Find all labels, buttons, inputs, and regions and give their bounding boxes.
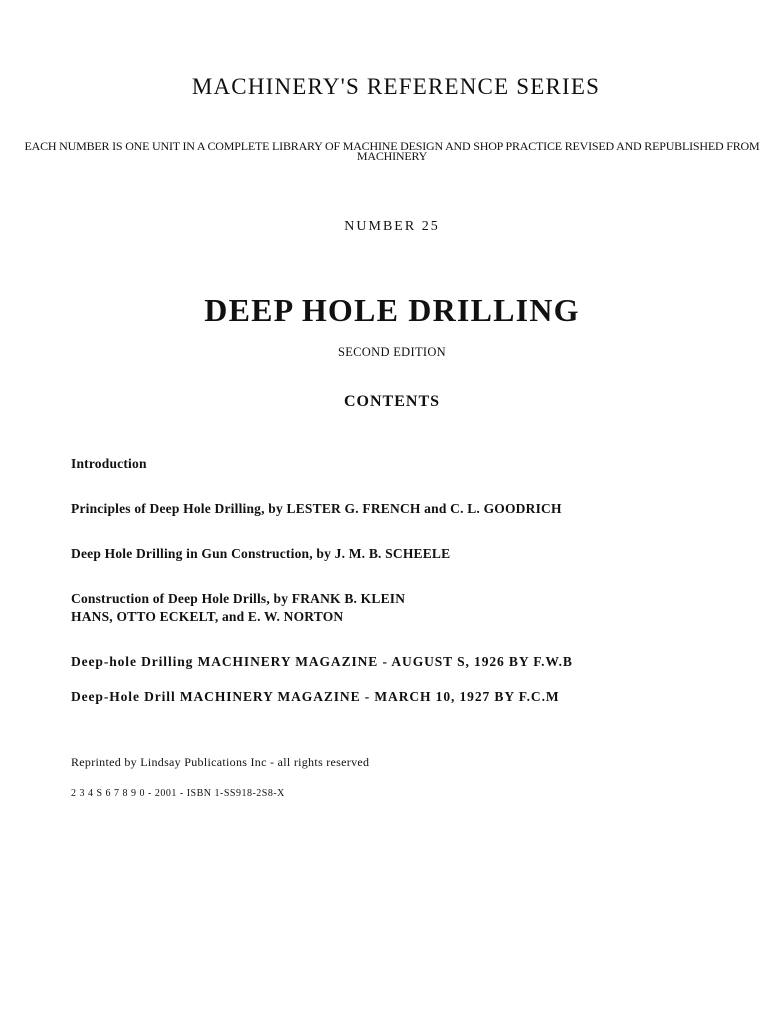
book-title: DEEP HOLE DRILLING xyxy=(204,292,580,328)
toc-entry-line: Construction of Deep Hole Drills, by FRANK B. KLEIN xyxy=(71,591,406,606)
toc-entry-principles: Principles of Deep Hole Drilling, by LESTER G. FRENCH and C. L. GOODRICH xyxy=(71,501,562,516)
number-label: NUMBER 25 xyxy=(344,219,440,234)
edition-label: SECOND EDITION xyxy=(337,345,446,359)
contents-heading: CONTENTS xyxy=(343,393,441,410)
reprint-notice: Reprinted by Lindsay Publications Inc - all rights reserved xyxy=(71,755,370,769)
toc-entry-line: HANS, OTTO ECKELT, and E. W. NORTON xyxy=(71,609,344,624)
toc-entry-machinery-1926: Deep-hole Drilling MACHINERY MAGAZINE - AUGUST S, 1926 BY F.W.B xyxy=(71,654,573,669)
toc-entry-introduction: Introduction xyxy=(71,456,147,471)
toc-entry-drill-construction xyxy=(71,590,405,626)
toc-entry-machinery-1927: Deep-Hole Drill MACHINERY MAGAZINE - MARCH 10, 1927 BY F.C.M xyxy=(71,689,560,704)
series-title: MACHINERY'S REFERENCE SERIES xyxy=(191,74,601,99)
isbn-line: 2 3 4 S 6 7 8 9 0 - 2001 - ISBN 1-SS918-2S8-X xyxy=(71,788,285,799)
toc-entry-gun-construction: Deep Hole Drilling in Gun Construction, by J. M. B. SCHEELE xyxy=(71,546,451,561)
series-description: EACH NUMBER IS ONE UNIT IN A COMPLETE LIBRARY OF MACHINE DESIGN AND SHOP PRACTICE REVISED AND REPUBLISHED FROM MACHINERY xyxy=(24,139,760,163)
